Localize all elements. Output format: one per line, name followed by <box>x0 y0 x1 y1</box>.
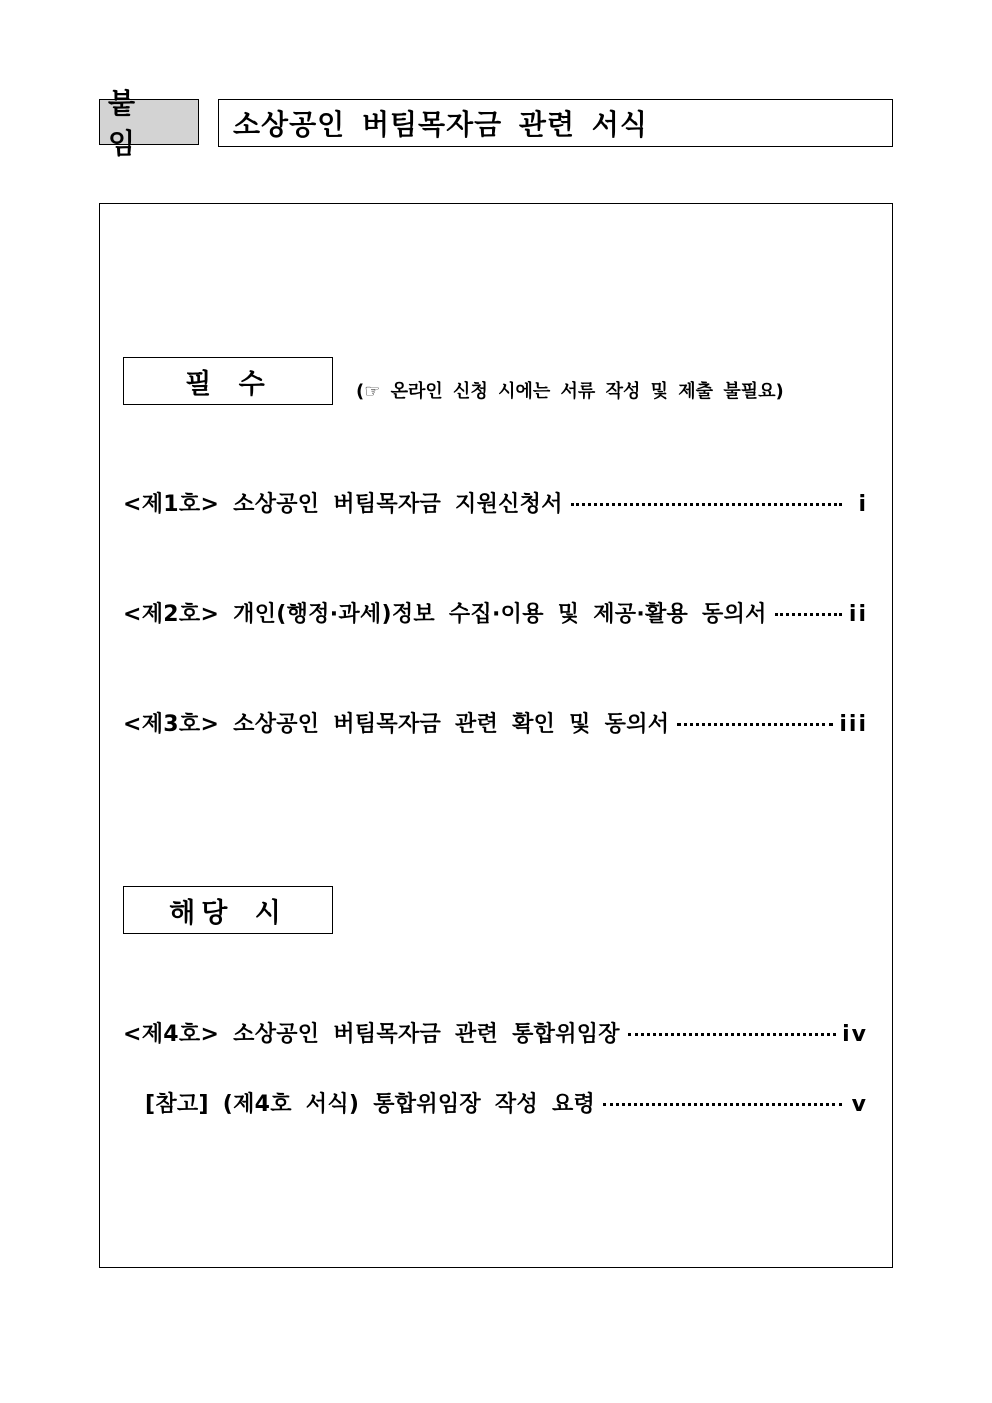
toc-item-title: [참고] (제4호 서식) 통합위임장 작성 요령 <box>145 1092 596 1117</box>
toc-item-title: <제4호> 소상공인 버팀목자금 관련 통합위임장 <box>123 1022 620 1047</box>
toc-item-reference[interactable] <box>145 1087 868 1121</box>
toc-page-number: v <box>851 1092 868 1117</box>
toc-page-number: iii <box>839 712 868 737</box>
online-application-note: (☞ 온라인 신청 시에는 서류 작성 및 제출 불필요) <box>356 381 784 402</box>
toc-item-title: <제3호> 소상공인 버팀목자금 관련 확인 및 동의서 <box>123 712 670 737</box>
toc-page-number: ii <box>848 602 868 627</box>
toc-dot-leader <box>677 723 833 726</box>
toc-item-title: <제1호> 소상공인 버팀목자금 지원신청서 <box>123 492 563 517</box>
required-section-label: 필 수 <box>123 357 333 405</box>
toc-item-title: <제2호> 개인(행정·과세)정보 수집·이용 및 제공·활용 동의서 <box>123 602 767 627</box>
toc-dot-leader <box>571 503 842 506</box>
attachment-label: 붙 임 <box>99 99 199 145</box>
conditional-section-label: 해당 시 <box>123 886 333 934</box>
toc-item-form-1[interactable] <box>123 487 868 521</box>
toc-item-form-4[interactable] <box>123 1017 868 1051</box>
toc-page-number: i <box>858 492 868 517</box>
toc-page-number: iv <box>842 1022 868 1047</box>
attachment-title: 소상공인 버팀목자금 관련 서식 <box>218 99 893 147</box>
toc-item-form-3[interactable] <box>123 707 868 741</box>
toc-dot-leader <box>628 1033 836 1036</box>
toc-item-form-2[interactable] <box>123 597 868 631</box>
toc-dot-leader <box>775 613 842 616</box>
toc-dot-leader <box>603 1103 842 1106</box>
